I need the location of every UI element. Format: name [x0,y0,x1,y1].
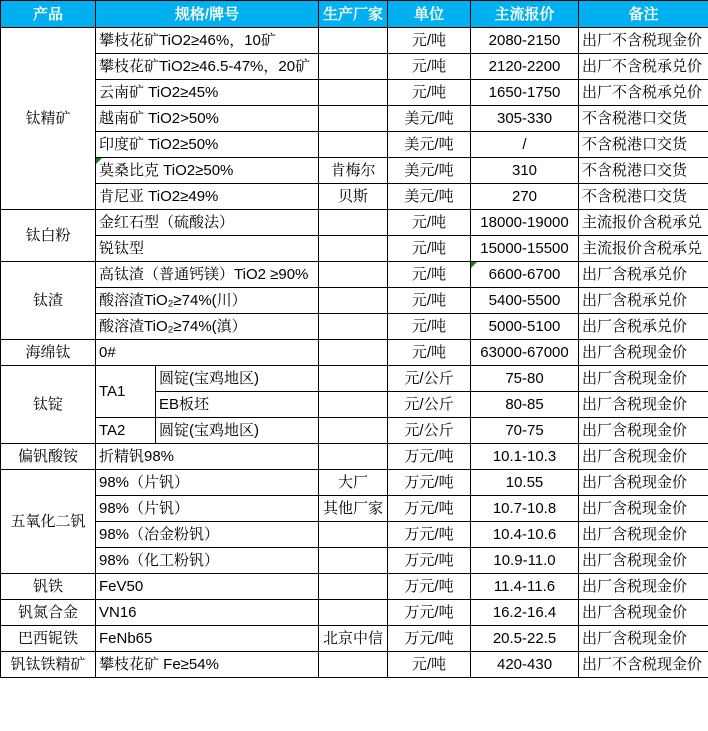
table-row [1,28,708,54]
table-row [1,626,708,652]
table-row [1,184,708,210]
unit-cell: 美元/吨 [388,132,471,158]
unit-cell: 元/吨 [388,340,471,366]
manufacturer-cell [319,392,388,418]
table-row [1,522,708,548]
table-row [1,158,708,184]
product-cell: 偏钒酸铵 [1,444,96,470]
unit-cell: 万元/吨 [388,626,471,652]
product-cell: 钒铁 [1,574,96,600]
unit-cell: 元/吨 [388,314,471,340]
manufacturer-cell: 大厂 [319,470,388,496]
manufacturer-cell [319,132,388,158]
note-cell: 出厂含税现金价 [579,574,708,600]
note-cell: 出厂不含税承兑价 [579,54,708,80]
unit-cell: 元/吨 [388,288,471,314]
col-header-note: 备注 [579,1,708,28]
note-cell: 主流报价含税承兑 [579,210,708,236]
note-cell: 不含税港口交货 [579,158,708,184]
unit-cell: 万元/吨 [388,496,471,522]
product-cell: 钒氮合金 [1,600,96,626]
col-header-unit: 单位 [388,1,471,28]
unit-cell: 万元/吨 [388,600,471,626]
manufacturer-cell [319,236,388,262]
note-cell: 出厂含税现金价 [579,600,708,626]
manufacturer-cell [319,652,388,678]
spec-cell: EB板坯 [156,392,319,418]
comment-flag-icon [96,158,102,164]
spec-cell: 金红石型（硫酸法） [96,210,319,236]
price-cell: 2080-2150 [471,28,579,54]
manufacturer-cell: 肯梅尔 [319,158,388,184]
note-cell: 不含税港口交货 [579,106,708,132]
note-cell: 主流报价含税承兑 [579,236,708,262]
manufacturer-cell [319,522,388,548]
table-row [1,444,708,470]
unit-cell: 元/吨 [388,210,471,236]
table-row [1,288,708,314]
table-row [1,54,708,80]
price-cell: 10.55 [471,470,579,496]
price-cell: 10.4-10.6 [471,522,579,548]
product-cell: 五氧化二钒 [1,470,96,574]
note-cell: 出厂含税现金价 [579,548,708,574]
note-cell: 出厂含税现金价 [579,496,708,522]
price-cell: 63000-67000 [471,340,579,366]
spec-cell: 98%（片钒） [96,496,319,522]
unit-cell: 万元/吨 [388,444,471,470]
spec-cell: 98%（片钒） [96,470,319,496]
price-cell: 420-430 [471,652,579,678]
note-cell: 出厂含税承兑价 [579,288,708,314]
note-cell: 出厂不含税现金价 [579,652,708,678]
note-cell: 出厂含税现金价 [579,522,708,548]
product-cell: 钛锭 [1,366,96,444]
col-header-spec: 规格/牌号 [96,1,319,28]
note-cell: 出厂含税承兑价 [579,262,708,288]
table-row [1,600,708,626]
note-cell: 出厂含税现金价 [579,444,708,470]
unit-cell: 万元/吨 [388,548,471,574]
table-row [1,236,708,262]
table-row [1,548,708,574]
unit-cell: 元/吨 [388,80,471,106]
product-cell: 巴西铌铁 [1,626,96,652]
spec-cell: 锐钛型 [96,236,319,262]
manufacturer-cell [319,262,388,288]
spec-cell: 0# [96,340,319,366]
unit-cell: 元/吨 [388,236,471,262]
unit-cell: 元/公斤 [388,418,471,444]
price-cell: 270 [471,184,579,210]
spec-cell: 折精钒98% [96,444,319,470]
unit-cell: 元/吨 [388,54,471,80]
unit-cell: 元/吨 [388,28,471,54]
manufacturer-cell [319,366,388,392]
comment-flag-icon [471,262,477,268]
manufacturer-cell [319,600,388,626]
col-header-price: 主流报价 [471,1,579,28]
price-cell: 6600-6700 [471,262,579,288]
table-row [1,340,708,366]
note-cell: 不含税港口交货 [579,184,708,210]
price-cell: 10.1-10.3 [471,444,579,470]
manufacturer-cell: 北京中信 [319,626,388,652]
price-table-body [1,28,708,678]
note-cell: 出厂含税现金价 [579,626,708,652]
note-cell: 出厂不含税承兑价 [579,80,708,106]
unit-cell: 万元/吨 [388,522,471,548]
product-cell: 钛精矿 [1,28,96,210]
manufacturer-cell [319,340,388,366]
spec-cell: 圆锭(宝鸡地区) [156,418,319,444]
price-cell: 70-75 [471,418,579,444]
manufacturer-cell: 贝斯 [319,184,388,210]
price-cell: 16.2-16.4 [471,600,579,626]
grade-cell: TA2 [96,418,156,444]
table-row [1,106,708,132]
price-cell: 310 [471,158,579,184]
note-cell: 出厂含税现金价 [579,418,708,444]
spec-cell: 98%（化工粉钒） [96,548,319,574]
price-cell: / [471,132,579,158]
price-cell: 75-80 [471,366,579,392]
spec-cell: 攀枝花矿TiO2≥46%，10矿 [96,28,319,54]
spec-cell: 酸溶渣TiO₂≥74%(川） [96,288,319,314]
product-cell: 海绵钛 [1,340,96,366]
spec-cell: 98%（冶金粉钒） [96,522,319,548]
manufacturer-cell [319,106,388,132]
unit-cell: 美元/吨 [388,106,471,132]
manufacturer-cell [319,444,388,470]
manufacturer-cell [319,54,388,80]
price-cell: 5000-5100 [471,314,579,340]
spec-cell: 云南矿 TiO2≥45% [96,80,319,106]
unit-cell: 万元/吨 [388,470,471,496]
spec-cell: FeV50 [96,574,319,600]
spec-cell: 圆锭(宝鸡地区) [156,366,319,392]
note-cell: 出厂含税现金价 [579,340,708,366]
manufacturer-cell: 其他厂家 [319,496,388,522]
spec-cell: 攀枝花矿 Fe≥54% [96,652,319,678]
note-cell: 出厂含税现金价 [579,392,708,418]
table-row [1,470,708,496]
spec-cell: VN16 [96,600,319,626]
unit-cell: 美元/吨 [388,184,471,210]
price-cell: 20.5-22.5 [471,626,579,652]
unit-cell: 元/吨 [388,262,471,288]
spec-cell: 越南矿 TiO2>50% [96,106,319,132]
table-row [1,574,708,600]
price-cell: 2120-2200 [471,54,579,80]
manufacturer-cell [319,80,388,106]
product-cell: 钛渣 [1,262,96,340]
product-cell: 钒钛铁精矿 [1,652,96,678]
price-cell: 80-85 [471,392,579,418]
table-row [1,652,708,678]
note-cell: 出厂含税现金价 [579,470,708,496]
manufacturer-cell [319,418,388,444]
note-cell: 不含税港口交货 [579,132,708,158]
price-cell: 15000-15500 [471,236,579,262]
manufacturer-cell [319,548,388,574]
unit-cell: 万元/吨 [388,574,471,600]
product-cell: 钛白粉 [1,210,96,262]
table-row [1,314,708,340]
price-cell: 305-330 [471,106,579,132]
spec-cell: 印度矿 TiO2≥50% [96,132,319,158]
price-cell: 5400-5500 [471,288,579,314]
col-header-manufacturer: 生产厂家 [319,1,388,28]
manufacturer-cell [319,314,388,340]
table-row [1,418,708,444]
manufacturer-cell [319,210,388,236]
price-cell: 1650-1750 [471,80,579,106]
price-cell: 11.4-11.6 [471,574,579,600]
spec-cell: 酸溶渣TiO₂≥74%(滇） [96,314,319,340]
table-row [1,496,708,522]
spec-cell: 攀枝花矿TiO2≥46.5-47%，20矿 [96,54,319,80]
price-cell: 18000-19000 [471,210,579,236]
table-header [1,1,708,28]
unit-cell: 美元/吨 [388,158,471,184]
manufacturer-cell [319,28,388,54]
col-header-product: 产品 [1,1,96,28]
table-row [1,262,708,288]
note-cell: 出厂含税承兑价 [579,314,708,340]
unit-cell: 元/吨 [388,652,471,678]
table-row [1,80,708,106]
price-cell: 10.7-10.8 [471,496,579,522]
note-cell: 出厂不含税现金价 [579,28,708,54]
spec-cell: FeNb65 [96,626,319,652]
note-cell: 出厂含税现金价 [579,366,708,392]
manufacturer-cell [319,574,388,600]
table-row [1,366,708,392]
price-cell: 10.9-11.0 [471,548,579,574]
table-row [1,132,708,158]
grade-cell: TA1 [96,366,156,418]
spec-cell: 肯尼亚 TiO2≥49% [96,184,319,210]
spec-cell: 高钛渣（普通钙镁）TiO2 ≥90% [96,262,319,288]
table-row [1,210,708,236]
manufacturer-cell [319,288,388,314]
unit-cell: 元/公斤 [388,366,471,392]
header-row [1,1,708,28]
spec-cell: 莫桑比克 TiO2≥50% [96,158,319,184]
unit-cell: 元/公斤 [388,392,471,418]
